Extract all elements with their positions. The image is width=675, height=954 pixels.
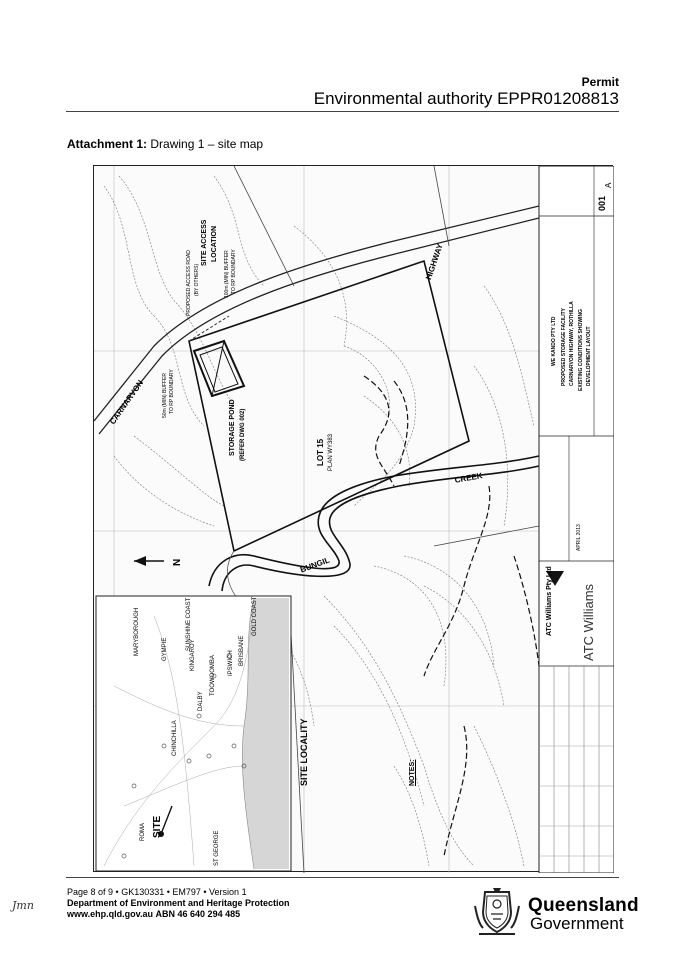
title-block [539,166,614,873]
site-map-svg [94,166,614,873]
buffer-label-1: 100m (MIN) BUFFER [224,250,230,298]
attachment-caption [67,137,263,151]
authority-title: Environmental authority EPPR01208813 [313,89,619,108]
locality-map [96,596,291,871]
proposed-access-label-2: (BY OTHERS) [194,263,200,296]
abn-text: ABN 46 640 294 485 [155,909,241,919]
place-ipswich: IPSWICH [228,650,234,676]
header-divider [66,111,619,112]
lot-label: LOT 15 [316,438,325,466]
highway-label: HIGHWAY [424,242,445,281]
brand-queensland: Queensland [528,895,639,916]
place-gympie: GYMPIE [162,637,168,661]
locality-site-label: SITE [152,815,163,838]
queensland-coat-of-arms-icon [471,886,523,938]
carnarvon-highway [94,206,539,434]
tb-client: WE KANDO PTY LTD [551,316,557,366]
carnarvon-label: CARNARVON [108,378,146,427]
storage-pond-ref: (REFER DWG 002) [240,408,246,461]
place-gold-coast: GOLD COAST [252,596,258,636]
site-locality-label: SITE LOCALITY [299,718,309,786]
site-access-label-2: LOCATION [211,225,218,262]
tb-revision: A [604,182,613,188]
place-sunshine-coast: SUNSHINE COAST [186,597,192,651]
place-chinchilla: CHINCHILLA [172,720,178,756]
notes-block [304,711,449,831]
coast-sea [254,598,289,869]
brand-government: Government [530,914,624,933]
site-access-label: SITE ACCESS [201,219,208,266]
tb-company: ATC Williams Pty Ltd [546,566,553,636]
tb-title-2: DEVELOPMENT LAYOUT [586,326,592,386]
place-brisbane: BRISBANE [239,635,245,666]
buffer-label-3: 50m (MIN) BUFFER [162,373,168,418]
plan-label: PLAN WY383 [328,433,334,471]
place-dalby: DALBY [198,691,204,711]
tb-project: PROPOSED STORAGE FACILITY [561,308,567,386]
notes-title: NOTES: [409,759,416,786]
bungil-creek [209,456,539,591]
north-label: N [172,558,183,566]
tb-date: APRIL 2013 [576,524,582,551]
site-map-drawing [93,165,613,872]
storage-pond-label: STORAGE POND [229,399,236,456]
tb-title-1: EXISTING CONDITIONS SHOWING [578,309,584,391]
proposed-access-label: PROPOSED ACCESS ROAD [186,250,192,316]
storage-pond [194,341,244,396]
handwritten-initials: Jmn [12,899,34,912]
footer-divider [66,877,619,878]
bungil-label: BUNGIL [299,555,331,575]
place-kingaroy: KINGAROY [190,639,196,671]
attachment-text: Drawing 1 – site map [150,137,264,151]
tb-location: CARNARVON HIGHWAY, ROTHILLA [569,301,575,386]
page-info: Page 8 of 9 • GK130331 • EM797 • Version 1 [67,887,247,897]
permit-label: Permit [581,75,619,89]
footer-contact [67,909,240,919]
buffer-label-2: TO RP BOUNDARY [231,249,237,294]
place-maryborough: MARYBOROUGH [134,607,140,656]
place-toowoomba: TOOWOOMBA [210,655,216,696]
website-link[interactable]: www.ehp.qld.gov.au [67,909,154,919]
creek-label: CREEK [454,471,484,485]
tb-brand: ATC Williams [581,583,596,661]
buffer-label-4: TO RP BOUNDARY [169,369,175,414]
place-st-george: ST GEORGE [214,830,220,866]
north-arrow [134,556,164,566]
place-roma: ROMA [140,823,146,841]
drainage-lines [364,376,539,856]
attachment-label: Attachment 1: [67,137,148,151]
tb-drawing-no: 001 [597,195,607,211]
access-road [189,316,229,341]
department-name: Department of Environment and Heritage Protection [67,898,290,908]
